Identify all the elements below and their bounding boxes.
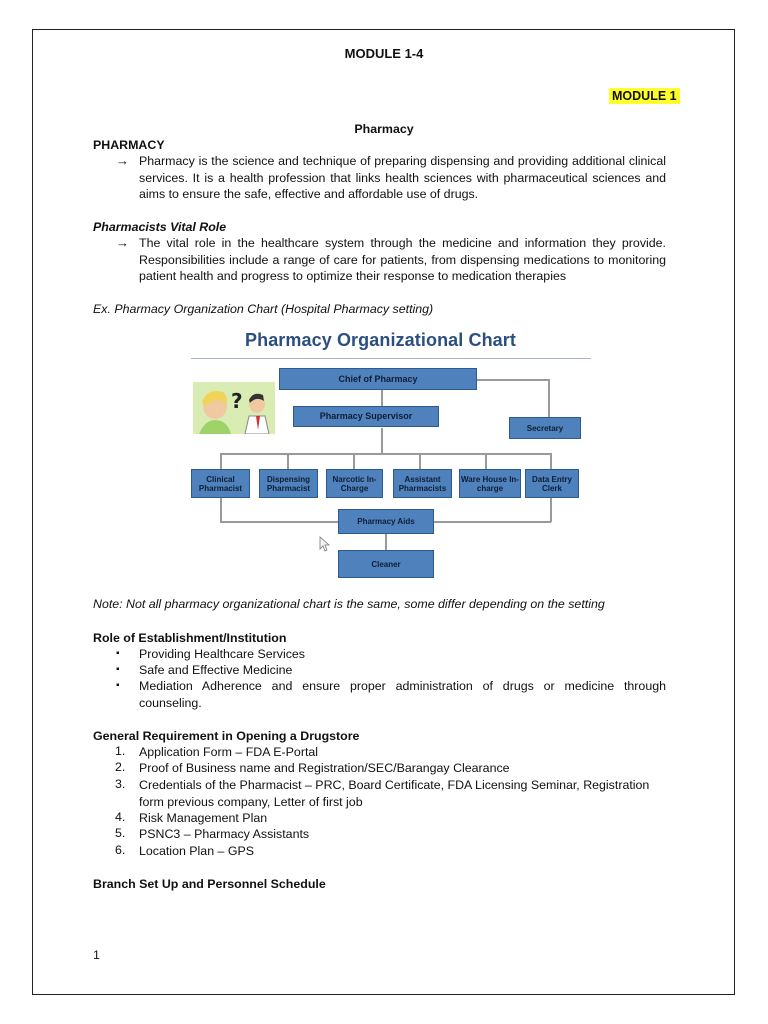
chart-divider — [191, 358, 591, 359]
connector-line — [548, 379, 550, 417]
org-chart-title: Pharmacy Organizational Chart — [245, 330, 516, 350]
org-box-staff: Ware House In-charge — [459, 469, 521, 498]
connector-line — [353, 453, 355, 469]
bullet-icon: ▪ — [116, 664, 120, 675]
list-number: 6. — [115, 843, 126, 857]
page-number: 1 — [93, 948, 100, 962]
bullet-icon: ▪ — [116, 648, 120, 659]
arrow-icon: → — [116, 235, 129, 250]
module-badge — [609, 87, 680, 105]
connector-line — [485, 453, 487, 469]
establishment-item: Providing Healthcare Services — [139, 647, 305, 661]
section-heading-requirements: General Requirement in Opening a Drugstore — [93, 729, 360, 743]
section-heading-vital-role: Pharmacists Vital Role — [93, 220, 227, 234]
org-box-cleaner: Cleaner — [338, 550, 434, 578]
connector-line — [419, 453, 421, 469]
requirement-item: Risk Management Plan — [139, 811, 268, 825]
requirement-item: PSNC3 – Pharmacy Assistants — [139, 827, 310, 841]
org-box-chief: Chief of Pharmacy — [279, 368, 477, 390]
connector-line — [550, 453, 552, 469]
org-box-staff: Narcotic In-Charge — [326, 469, 383, 498]
list-number: 3. — [115, 777, 126, 791]
connector-line — [220, 453, 550, 455]
section-heading-pharmacy: Pharmacy — [354, 122, 414, 136]
org-box-staff: Assistant Pharmacists — [393, 469, 452, 498]
org-chart — [185, 324, 599, 586]
section-heading-branch: Branch Set Up and Personnel Schedule — [93, 877, 326, 891]
vital-role-text: The vital role in the healthcare system through the medicine and information they provide. Responsibilities include a range of care for patients, from dispensing medications to monitoring patient health and progress to optimize their response to medication therapies — [139, 236, 666, 283]
requirement-item: Application Form – FDA E-Portal — [139, 745, 319, 759]
establishment-item: Mediation Adherence and ensure proper administration of drugs or medicine through counseling. — [139, 679, 666, 710]
org-box-secretary: Secretary — [509, 417, 581, 439]
connector-line — [381, 428, 383, 454]
requirement-item: Credentials of the Pharmacist – PRC, Board Certificate, FDA Licensing Seminar, Registration form previous company, Letter of first job — [139, 778, 650, 809]
chart-note: Note: Not all pharmacy organizational chart is the same, some differ depending on the setting — [93, 597, 605, 611]
mouse-pointer-icon — [319, 536, 331, 552]
connector-line — [381, 390, 383, 406]
list-number: 1. — [115, 744, 126, 758]
org-box-aids: Pharmacy Aids — [338, 509, 434, 534]
arrow-icon: → — [116, 153, 129, 168]
people-illustration-icon — [193, 382, 275, 434]
requirement-item: Location Plan – GPS — [139, 844, 255, 858]
establishment-item: Safe and Effective Medicine — [139, 663, 293, 677]
org-box-staff: Dispensing Pharmacist — [259, 469, 318, 498]
pharmacy-definition: Pharmacy is the science and technique of preparing dispensing and providing additional clinical services. It is a health profession that links health sciences with pharmaceutical sciences and aims to ensure the safe, effective and affordable use of drugs. — [139, 154, 666, 201]
org-box-staff: Data Entry Clerk — [525, 469, 579, 498]
connector-line — [220, 498, 222, 522]
connector-line — [477, 379, 549, 381]
list-number: 2. — [115, 760, 126, 774]
svg-text:?: ? — [231, 389, 243, 413]
chart-caption: Ex. Pharmacy Organization Chart (Hospital Pharmacy setting) — [93, 302, 434, 316]
list-number: 5. — [115, 826, 126, 840]
connector-line — [220, 453, 222, 469]
org-box-supervisor: Pharmacy Supervisor — [293, 406, 439, 427]
connector-line — [287, 453, 289, 469]
section-heading-establishment: Role of Establishment/Institution — [93, 631, 287, 645]
pharmacy-label: PHARMACY — [93, 138, 165, 152]
org-box-staff: Clinical Pharmacist — [191, 469, 250, 498]
bullet-icon: ▪ — [116, 680, 120, 691]
list-number: 4. — [115, 810, 126, 824]
connector-line — [550, 498, 552, 522]
connector-line — [385, 534, 387, 550]
document-title: MODULE 1-4 — [344, 46, 424, 61]
module-badge-label: MODULE 1 — [609, 88, 680, 104]
requirement-item: Proof of Business name and Registration/SEC/Barangay Clearance — [139, 761, 510, 775]
